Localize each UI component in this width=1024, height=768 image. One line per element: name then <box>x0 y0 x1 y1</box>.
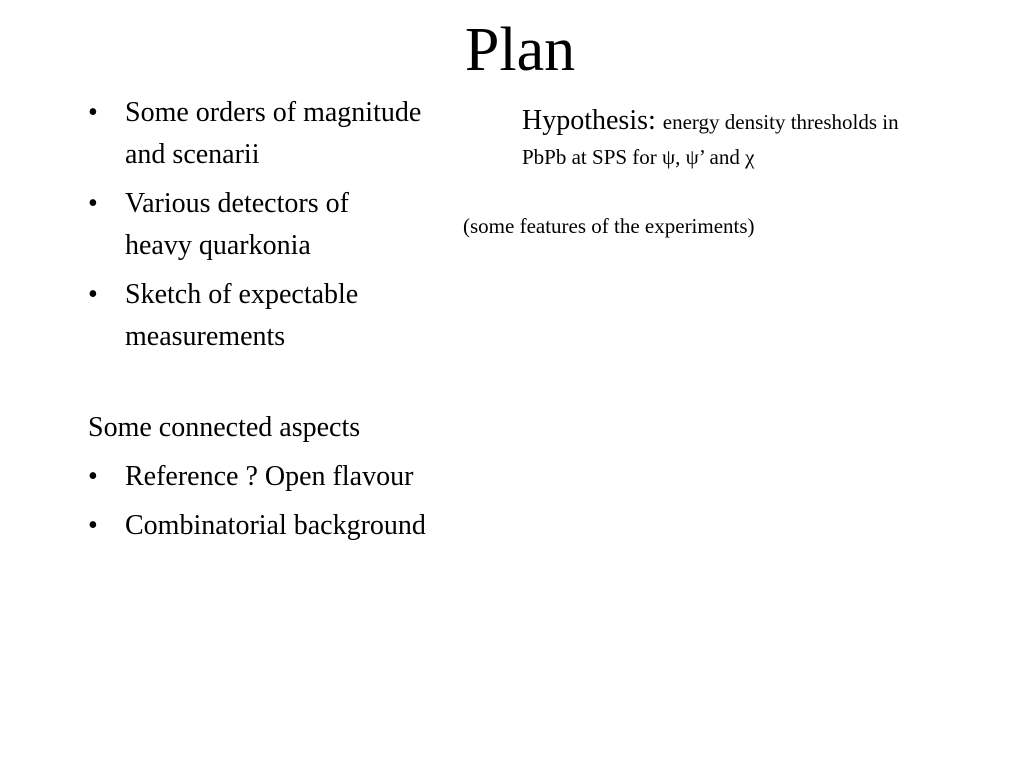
section-heading: Some connected aspects <box>88 412 361 443</box>
bullet-item <box>88 92 518 176</box>
bullet-list-bottom <box>88 456 518 547</box>
hypothesis-text-line1: energy density thresholds in <box>662 110 899 134</box>
bullet-text-line: and scenarii <box>125 139 260 170</box>
bullet-text-line: Some orders of magnitude <box>125 97 422 128</box>
bullet-text-line: measurements <box>125 321 286 352</box>
bullet-item <box>88 505 518 547</box>
bullet-list-top <box>88 92 518 358</box>
bullet-item <box>88 183 518 267</box>
bullet-text-line: Sketch of expectable <box>125 279 359 310</box>
slide-title: Plan <box>464 16 576 84</box>
bullet-item <box>88 274 518 358</box>
bullet-text-line: Reference ? Open flavour <box>125 461 414 492</box>
experiments-note: (some features of the experiments) <box>463 214 755 238</box>
hypothesis-text-line2: PbPb at SPS for ψ, ψ’ and χ <box>522 145 755 169</box>
bullet-text-line: heavy quarkonia <box>125 230 311 261</box>
bullet-icon: • <box>88 97 98 128</box>
bullet-text-line: Various detectors of <box>125 188 349 219</box>
bullet-text-line: Combinatorial background <box>125 510 426 541</box>
left-column <box>88 92 518 554</box>
hypothesis-block <box>522 104 1002 176</box>
bullet-item <box>88 456 518 498</box>
bullet-icon: • <box>88 510 98 541</box>
bullet-icon: • <box>88 188 98 219</box>
bullet-icon: • <box>88 279 98 310</box>
spacer <box>88 365 518 407</box>
bullet-icon: • <box>88 461 98 492</box>
hypothesis-label: Hypothesis: <box>522 105 663 136</box>
